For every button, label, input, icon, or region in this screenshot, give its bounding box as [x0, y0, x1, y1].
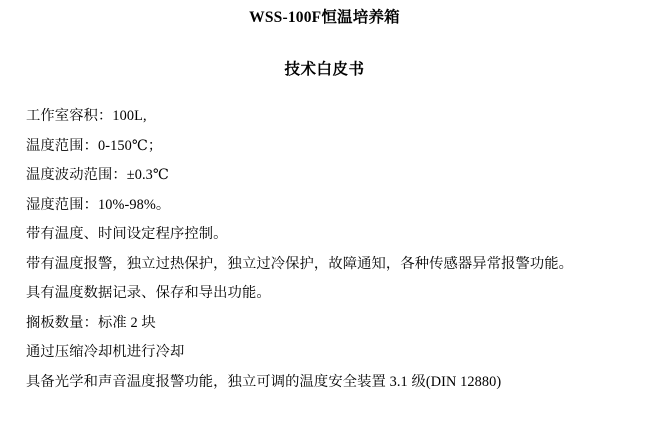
spec-line: 具有温度数据记录、保存和导出功能。	[26, 285, 271, 301]
spec-line: 搁板数量：标准 2 块	[26, 314, 156, 331]
page-subtitle: 技术白皮书	[284, 61, 365, 78]
spec-list	[0, 102, 649, 397]
spec-line: 具备光学和声音温度报警功能，独立可调的温度安全装置 3.1 级(DIN 12880)	[26, 373, 502, 390]
spec-line: 通过压缩冷却机进行冷却	[26, 344, 185, 360]
spec-line: 温度波动范围：±0.3℃	[26, 167, 169, 183]
spec-line: 湿度范围：10%-98%。	[26, 196, 171, 213]
spec-line: 温度范围：0-150℃；	[26, 137, 163, 154]
document-page	[0, 8, 649, 427]
spec-line: 带有温度报警，独立过热保护，独立过冷保护，故障通知，各种传感器异常报警功能。	[26, 255, 574, 272]
spec-line: 工作室容积：100L,	[26, 108, 147, 124]
spec-line: 带有温度、时间设定程序控制。	[26, 226, 228, 242]
page-title: WSS-100F恒温培养箱	[249, 9, 400, 26]
